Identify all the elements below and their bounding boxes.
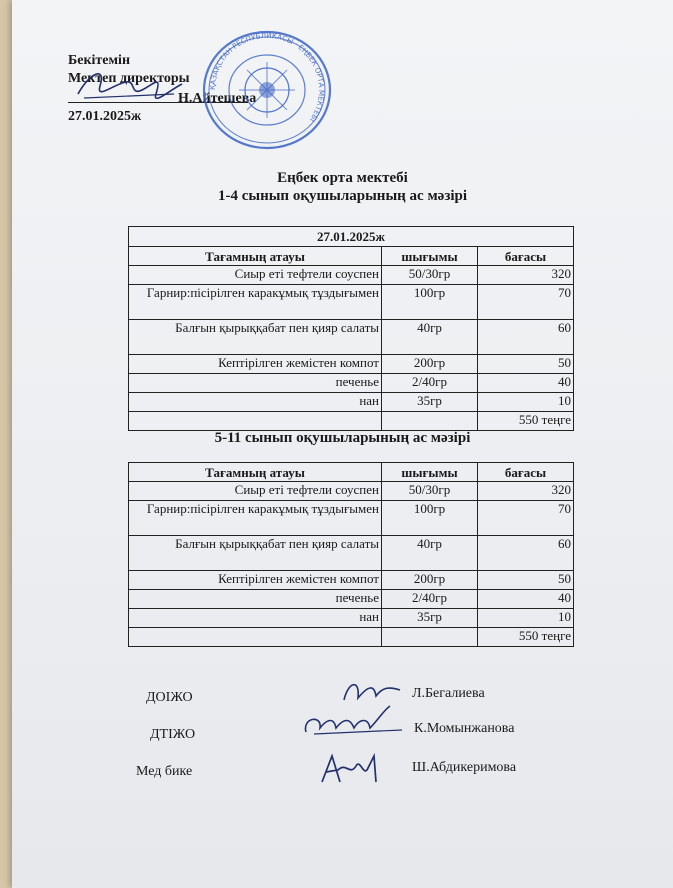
- menu-table-grades-1-4: [128, 226, 574, 431]
- signature-role-1: ДОІЖО: [146, 690, 193, 705]
- table1-header-dish: Тағамның атауы: [129, 247, 382, 266]
- dish-price: 10: [478, 393, 574, 412]
- dish-yield: 40гр: [382, 536, 478, 571]
- empty-cell: [129, 628, 382, 647]
- empty-cell: [382, 628, 478, 647]
- dish-yield: 200гр: [382, 355, 478, 374]
- table2-header-dish: Тағамның атауы: [129, 463, 382, 482]
- dish-name: Сиыр еті тефтели соуспен: [129, 482, 382, 501]
- director-signature-icon: [70, 54, 190, 112]
- official-seal-icon: [200, 28, 334, 152]
- dish-name: Сиыр еті тефтели соуспен: [129, 266, 382, 285]
- table1-header-yield: шығымы: [382, 247, 478, 266]
- dish-yield: 50/30гр: [382, 482, 478, 501]
- table1-date-row: [129, 227, 574, 247]
- table1-total-row: [129, 412, 574, 431]
- dish-yield: 35гр: [382, 609, 478, 628]
- table2-header-price: бағасы: [478, 463, 574, 482]
- signature-mark-2-icon: [298, 700, 406, 744]
- dish-price: 60: [478, 320, 574, 355]
- dish-yield: 40гр: [382, 320, 478, 355]
- table-row: [129, 501, 574, 536]
- table1-header-row: [129, 247, 574, 266]
- dish-name: нан: [129, 609, 382, 628]
- dish-name: Балғын қырыққабат пен қияр салаты: [129, 320, 382, 355]
- table2-header-row: [129, 463, 574, 482]
- document-page: [12, 0, 673, 888]
- table-row: [129, 285, 574, 320]
- dish-name: Кептірілген жемістен компот: [129, 571, 382, 590]
- dish-price: 70: [478, 501, 574, 536]
- dish-name: Балғын қырыққабат пен қияр салаты: [129, 536, 382, 571]
- dish-price: 10: [478, 609, 574, 628]
- table-row: [129, 536, 574, 571]
- dish-price: 50: [478, 571, 574, 590]
- dish-price: 40: [478, 374, 574, 393]
- table1-date: 27.01.2025ж: [129, 227, 574, 247]
- table-row: [129, 590, 574, 609]
- table2-total: 550 теңге: [478, 628, 574, 647]
- signature-name-2: К.Момынжанова: [414, 721, 515, 736]
- dish-price: 50: [478, 355, 574, 374]
- dish-name: печенье: [129, 590, 382, 609]
- dish-name: Гарнир:пісірілген каракұмық тұздығымен: [129, 285, 382, 320]
- signature-mark-3-icon: [316, 748, 396, 788]
- dish-yield: 50/30гр: [382, 266, 478, 285]
- table-row: [129, 320, 574, 355]
- approval-line1: Бекітемін: [68, 53, 131, 68]
- menu-table-grades-5-11: [128, 462, 574, 647]
- dish-yield: 35гр: [382, 393, 478, 412]
- table-row: [129, 482, 574, 501]
- dish-yield: 200гр: [382, 571, 478, 590]
- svg-text:ҚАЗАҚСТАН РЕСПУБЛИКАСЫ · ЕҢБЕК: ҚАЗАҚСТАН РЕСПУБЛИКАСЫ · ЕҢБЕК ОРТА МЕКТЕБІ: [207, 30, 327, 124]
- dish-price: 60: [478, 536, 574, 571]
- menu1-title: 1-4 сынып оқушыларының ас мәзірі: [217, 188, 468, 204]
- dish-name: нан: [129, 393, 382, 412]
- signature-name-1: Л.Бегалиева: [412, 686, 485, 701]
- signature-role-3: Мед бике: [136, 764, 193, 779]
- dish-name: печенье: [129, 374, 382, 393]
- dish-name: Гарнир:пісірілген каракұмық тұздығымен: [129, 501, 382, 536]
- dish-yield: 2/40гр: [382, 590, 478, 609]
- table-row: [129, 609, 574, 628]
- table1-total: 550 теңге: [478, 412, 574, 431]
- table2-header-yield: шығымы: [382, 463, 478, 482]
- table-row: [129, 571, 574, 590]
- dish-price: 320: [478, 482, 574, 501]
- dish-yield: 2/40гр: [382, 374, 478, 393]
- signature-role-2: ДТІЖО: [150, 727, 196, 742]
- dish-price: 320: [478, 266, 574, 285]
- approval-date: 27.01.2025ж: [68, 109, 142, 124]
- table-row: [129, 374, 574, 393]
- approval-director-name: Н.Айтешева: [178, 91, 257, 106]
- table-row: [129, 393, 574, 412]
- empty-cell: [382, 412, 478, 431]
- signature-name-3: Ш.Абдикеримова: [412, 760, 517, 775]
- table1-header-price: бағасы: [478, 247, 574, 266]
- approval-line2: Мектеп директоры: [68, 71, 190, 86]
- table-row: [129, 355, 574, 374]
- table-row: [129, 266, 574, 285]
- dish-price: 70: [478, 285, 574, 320]
- dish-name: Кептірілген жемістен компот: [129, 355, 382, 374]
- menu2-title: 5-11 сынып оқушыларының ас мәзірі: [214, 430, 471, 446]
- dish-yield: 100гр: [382, 501, 478, 536]
- empty-cell: [129, 412, 382, 431]
- school-title: Еңбек орта мектебі: [277, 170, 408, 186]
- table2-total-row: [129, 628, 574, 647]
- dish-price: 40: [478, 590, 574, 609]
- dish-yield: 100гр: [382, 285, 478, 320]
